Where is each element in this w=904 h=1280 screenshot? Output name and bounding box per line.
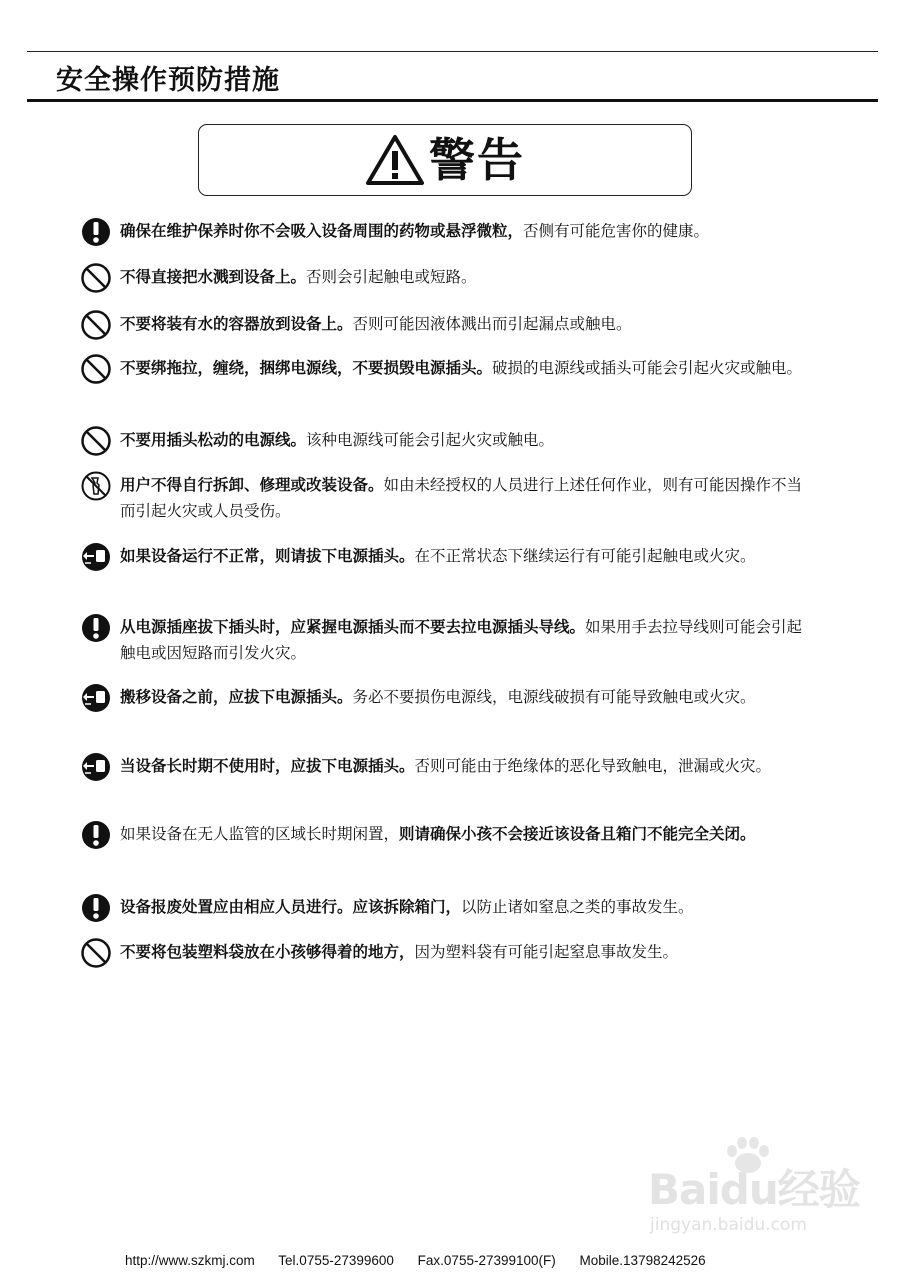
safety-item-text — [120, 753, 771, 779]
safety-item — [80, 894, 812, 924]
safety-item — [80, 264, 812, 294]
baidu-watermark — [640, 1145, 860, 1245]
footer-tel: Tel.0755-27399600 — [278, 1253, 394, 1268]
safety-item-bold: 设备报废处置应由相应人员进行。应该拆除箱门， — [120, 898, 462, 916]
safety-item-text — [120, 427, 554, 453]
safety-item — [80, 753, 812, 783]
safety-item-bold: 搬移设备之前，应拔下电源插头。 — [120, 688, 353, 706]
prohibition-icon — [80, 262, 112, 294]
mandatory-exclamation-icon — [80, 612, 112, 644]
safety-item-bold: 如果设备运行不正常，则请拔下电源插头。 — [120, 547, 415, 565]
footer-fax: Fax.0755-27399100(F) — [417, 1253, 556, 1268]
safety-item-normal: 否侧有可能危害你的健康。 — [523, 222, 710, 240]
warning-banner — [198, 124, 692, 196]
no-disassembly-icon — [80, 470, 112, 502]
safety-item — [80, 939, 812, 969]
prohibition-icon — [80, 937, 112, 969]
safety-item — [80, 821, 812, 851]
safety-item-normal: 如果设备在无人监管的区域长时期闲置， — [120, 825, 400, 843]
unplug-icon — [80, 541, 112, 573]
safety-item-normal: 该种电源线可能会引起火灾或触电。 — [306, 431, 555, 449]
safety-item-bold: 当设备长时期不使用时，应拔下电源插头。 — [120, 757, 415, 775]
safety-item-text — [120, 939, 678, 965]
safety-item-text — [120, 355, 802, 381]
safety-item-text — [120, 894, 694, 920]
safety-item-bold: 不要绑拖拉，缠绕，捆绑电源线，不要损毁电源插头。 — [120, 359, 493, 377]
safety-item-normal: 否则可能因液体溅出而引起漏点或触电。 — [352, 315, 632, 333]
safety-item-bold: 不要将装有水的容器放到设备上。 — [120, 315, 353, 333]
safety-item — [80, 311, 812, 341]
header-bottom-rule — [27, 99, 878, 102]
safety-item-bold: 从电源插座拔下插头时，应紧握电源插头而不要去拉电源插头导线。 — [120, 618, 586, 636]
safety-item-text — [120, 218, 709, 244]
watermark-brand: Baidu经验 — [648, 1165, 860, 1214]
prohibition-icon — [80, 425, 112, 457]
warning-triangle-icon — [365, 134, 425, 186]
safety-item — [80, 614, 812, 666]
safety-item-normal: 因为塑料袋有可能引起窒息事故发生。 — [414, 943, 679, 961]
safety-item-normal: 如由未经授权的人员进行上述任何作业，则有可能因操作不当而引起火灾或人员受伤。 — [120, 476, 803, 520]
footer-website[interactable]: http://www.szkmj.com — [125, 1253, 255, 1268]
safety-item-text — [120, 684, 756, 710]
safety-item-bold: 确保在维护保养时你不会吸入设备周围的药物或悬浮微粒， — [120, 222, 524, 240]
safety-item-text — [120, 614, 812, 666]
safety-item — [80, 218, 812, 248]
unplug-icon — [80, 682, 112, 714]
safety-item-bold: 不要用插头松动的电源线。 — [120, 431, 307, 449]
safety-item-text — [120, 472, 812, 524]
warning-label: 警告 — [429, 133, 525, 187]
safety-item — [80, 543, 812, 573]
safety-item — [80, 472, 812, 524]
page-title: 安全操作预防措施 — [56, 65, 280, 96]
safety-item — [80, 427, 812, 457]
safety-item-normal: 务必不要损伤电源线，电源线破损有可能导致触电或火灾。 — [352, 688, 756, 706]
safety-item-normal: 在不正常状态下继续运行有可能引起触电或火灾。 — [414, 547, 756, 565]
safety-item-normal: 破损的电源线或插头可能会引起火灾或触电。 — [492, 359, 803, 377]
footer-mobile: Mobile.13798242526 — [579, 1253, 706, 1268]
safety-item-text — [120, 543, 756, 569]
safety-item-normal: 否则会引起触电或短路。 — [306, 268, 477, 286]
safety-item-bold: 不得直接把水溅到设备上。 — [120, 268, 307, 286]
safety-item — [80, 684, 812, 714]
safety-item-normal: 如果用手去拉导线则可能会引起触电或因短路而引发火灾。 — [120, 618, 803, 662]
safety-item-normal: 否则可能由于绝缘体的恶化导致触电，泄漏或火灾。 — [414, 757, 772, 775]
prohibition-icon — [80, 353, 112, 385]
header-top-rule — [27, 51, 878, 52]
safety-item-text — [120, 264, 477, 290]
safety-item-text — [120, 821, 756, 847]
watermark-url: jingyan.baidu.com — [650, 1215, 807, 1235]
prohibition-icon — [80, 309, 112, 341]
mandatory-exclamation-icon — [80, 819, 112, 851]
safety-item-bold: 用户不得自行拆卸、修理或改装设备。 — [120, 476, 384, 494]
safety-item-text — [120, 311, 632, 337]
footer-contact — [125, 1253, 726, 1268]
safety-item-bold: 则请确保小孩不会接近该设备且箱门不能完全关闭。 — [399, 825, 756, 843]
safety-item-normal: 以防止诸如窒息之类的事故发生。 — [461, 898, 694, 916]
mandatory-exclamation-icon — [80, 892, 112, 924]
mandatory-exclamation-icon — [80, 216, 112, 248]
safety-item-bold: 不要将包装塑料袋放在小孩够得着的地方， — [120, 943, 415, 961]
safety-item — [80, 355, 812, 385]
unplug-icon — [80, 751, 112, 783]
